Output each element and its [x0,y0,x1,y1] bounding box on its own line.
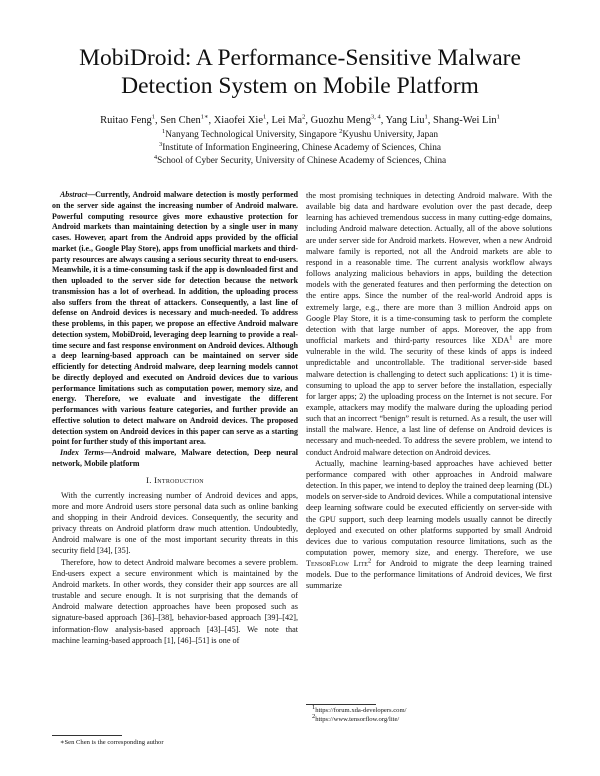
author-list: Ruitao Feng$^1$, Sen Chen$^{1∗}$, Xiaofei Xie$^1$, Lei Ma$^2$, Guozhu Meng$^{3, 4}$, Yang Liu$^1$, Shang-Wei Lin$^1$ [100,113,500,126]
author-name: Ruitao Feng [100,115,152,126]
index-terms [52,448,298,470]
footnote-2 [312,712,552,725]
author-name: Xiaofei Xie [213,115,263,126]
left-column [52,190,298,646]
footnote-marker-1: 1 [509,334,513,342]
affiliation-4-marker: 4 [153,153,158,161]
footnote-rule-left [52,735,122,736]
author-name: Guozhu Meng [310,115,371,126]
author-name: Shang-Wei Lin [433,115,497,126]
author-affiliation-marker: 1 [496,113,500,121]
paper-title [40,44,560,100]
author-affiliation-marker: 2 [302,113,306,121]
tensorflow-lite-name: TensorFlow Lite [306,559,368,569]
affiliation-2-marker: 2 [339,127,343,135]
author-affiliation-marker: 1 [424,113,428,121]
author-affiliation-marker: 1 [262,113,267,121]
affiliation-1-marker: 1 [161,127,166,135]
affiliation-4 [40,153,560,167]
index-terms-text: —Android malware, Malware detection, Deep neural network, Mobile platform [52,448,298,468]
intro-paragraph-1: With the currently increasing number of Android devices and apps, more and more Android users store personal data such as online banking and shopping in their Android devices. Consequently, the security and privacy threats on Android platform draw much attention. Undoubtedly, Android malware is one of the most important security threats in this security field [34], [35]. [52,490,298,556]
affiliation-3-marker: 3 [158,140,163,148]
author-affiliation-marker: 3, 4 [370,113,381,121]
footnote-corresponding-author: ∗Sen Chen is the corresponding author [60,739,164,746]
footnote-marker-2: 2 [367,557,372,565]
right-column [306,190,552,592]
abstract-text: —Currently, Android malware detection is mostly performed on the server side against the increasing number of Android malware. Powerful computing resource gives more exhaustive protection for Android markets than maintaining detection by a single user in many cases. However, apart from the Android apps provided by the official market (i.e., Google Play Store), apps from unofficial markets and third-party resources are always causing a serious security threat to end-users. Meanwhile, it is a time-consuming task if the app is downloaded first and then uploaded to the server side for detection because the network transmission has a lot of overhead. In addition, the uploading process also suffers from the threat of attackers. Consequently, a last line of defense on Android devices is necessary and much-needed. To address these problems, in this paper, we propose an effective Android malware detection system, MobiDroid, leveraging deep learning to provide a real-time secure and fast response environment on Android devices. Although a deep learning-based approach can be maintained on server side efficiently for detecting Android malware, deep learning models cannot be directly deployed and executed on Android devices due to various performance limitations such as computation power, memory size, and energy. Therefore, we evaluate and investigate the different performances with various feature categories, and further provide an effective solution to detect malware on Android devices. The proposed detection system on Android devices in this paper can serve as a starting point for further study of this important area. [52,190,298,447]
affiliation-3-text: Institute of Information Engineering, Chinese Academy of Sciences, China [162,143,442,153]
title-line-2: Detection System on Mobile Platform [121,73,479,99]
footnote-2-marker: 2 [312,712,316,720]
index-terms-label: Index Terms [60,448,104,457]
intro-paragraph-2-text-a: the most promising techniques in detecting Android malware. With the available big data and hardware evolution over the past decade, deep learning has achieved tremendous success in many cutting-edge domains, including Android malware detection. Actually, all of the above solutions are under server side for Android markets. However, when a new Android malware family is reported, not all the Android markets are able to respond in a reasonable time. The current analysis workflow always follows analyzing malicious behaviors in apps, building the detection models with the generated features and then performing the detection on the entire apps. Since the number of the real-world Android apps is extremely large, e.g., there are more than 3 million Android apps on Google Play Store, it is a time-consuming task to perform the complete detection with that large number of apps. Moreover, the app from unofficial markets and third-party resources like XDA [306,191,552,346]
intro-paragraph-2-continued [306,190,552,458]
footnote-2-url: https://www.tensorflow.org/lite/ [315,716,400,723]
footnote-rule-right [306,704,376,705]
intro-paragraph-3-text-b: for Android to migrate the deep learning trained models. Due to the performance limitations of Android devices, We first summarize [306,559,552,591]
author-name: Yang Liu [385,115,425,126]
footnote-1-marker: 1 [312,703,316,711]
title-line-1: MobiDroid: A Performance-Sensitive Malware [79,45,521,71]
author-affiliation-marker: 1∗ [200,113,209,121]
author-name: Lei Ma [271,115,303,126]
affiliation-1-text: Nanyang Technological University, Singapore [165,130,340,140]
footnote-1-url: https://forum.xda-developers.com/ [315,707,407,714]
footnote-1 [312,703,552,716]
affiliation-2-text: Kyushu University, Japan [342,130,439,140]
abstract-label: Abstract [60,190,88,199]
intro-paragraph-2: Therefore, how to detect Android malware becomes a severe problem. End-users expect a secure environment which is maintained by the Android markets. In other words, they consider their app sources are all trustable and secure enough. It is not surprising that the demands of Android malware detection approaches have been proposed such as signature-based approach [36]–[38], behavior-based approach [39]–[42], information-flow analysis-based approach [43]–[45]. We note that machine learning-based approach [1], [46]–[51] is one of [52,557,298,645]
section-heading-introduction: I. Introduction [146,474,204,485]
abstract [52,190,298,448]
intro-paragraph-3 [306,458,552,592]
intro-paragraph-3-text-a: Actually, machine learning-based approaches have achieved better performance compared with other approaches in Android malware detection. In this paper, we intend to deploy the trained deep learning (DL) models on server-side to Android devices. While a computational intensive deep learning software could be executed efficiently on server-side with the GPU support, such deep learning models usually cannot be directly deployed and executed on other platforms supported by small Android devices due to various computation resource limitations, such as the computation power, memory size, and energy. Therefore, we use [306,458,552,557]
author-affiliation-marker: 1 [151,113,155,121]
author-name: Sen Chen [160,115,201,126]
affiliation-3 [40,140,560,154]
intro-paragraph-2-text-b: are more vulnerable in the wild. The security of these kinds of apps is indeed unpredictable and uncontrollable. The traditional server-side based malware detection is challenging to detect such applications: 1) it is time-consuming to upload the app to server before the installation, especially for larger apps; 2) the uploading process on the Internet is not secure. For example, attackers may modify the malware during the uploading period such that an incorrect “benign” result is returned. As a result, the user will install the malware. Hence, a last line of defense on Android devices is necessary and much-needed. To address the severe problem, we intend to conduct Android malware detection on Android devices. [306,336,552,457]
affiliation-1 [40,127,560,141]
affiliation-4-text: School of Cyber Security, University of Chinese Academy of Sciences, China [157,156,447,166]
